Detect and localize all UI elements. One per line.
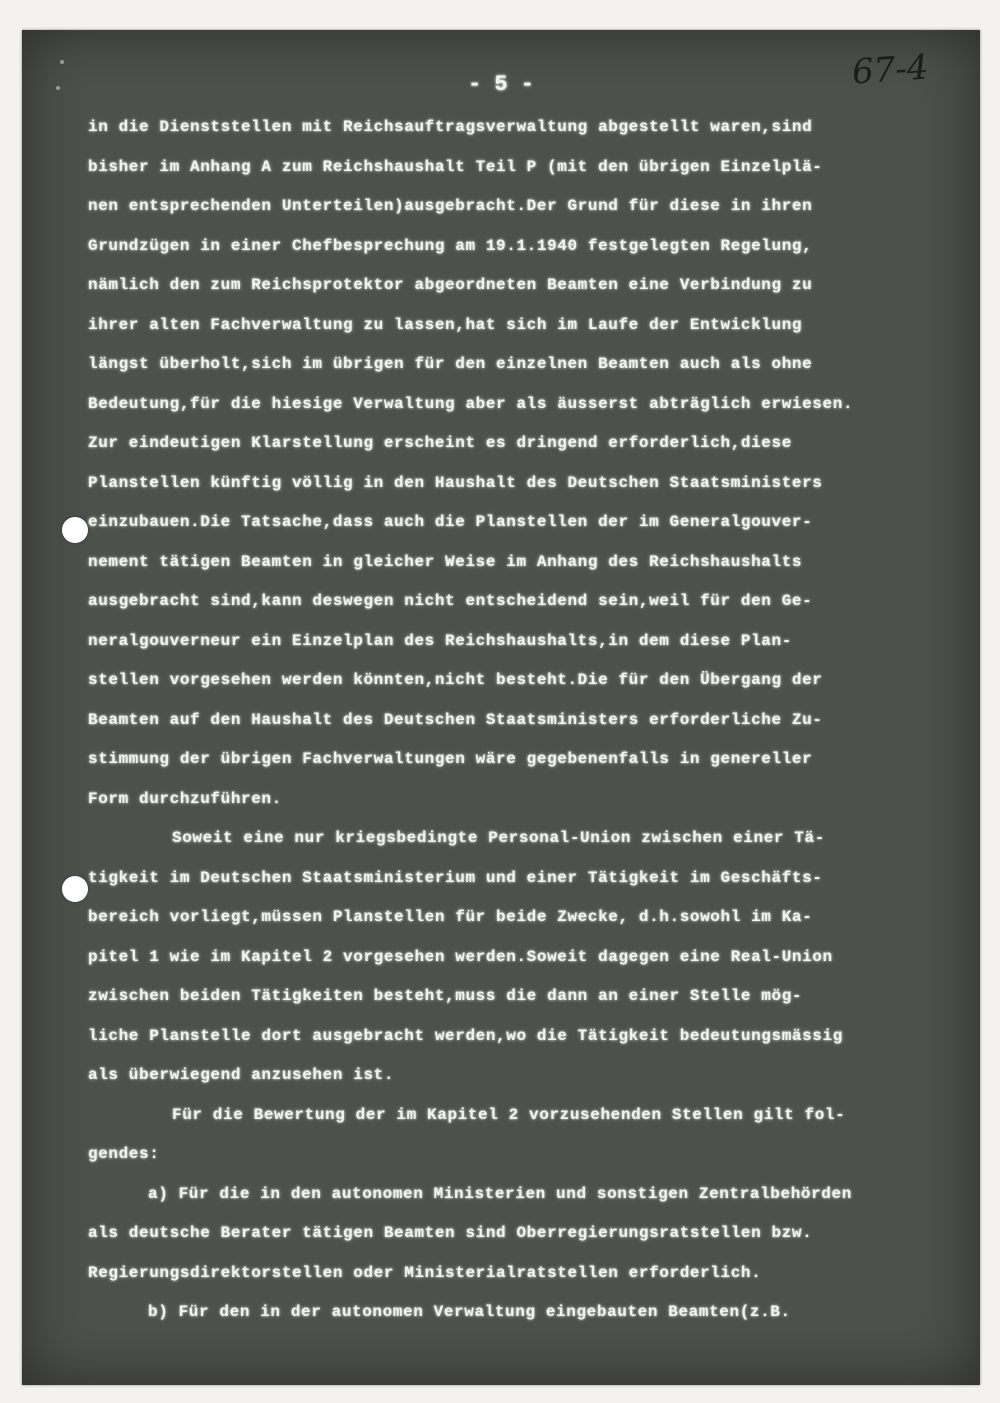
text-line: bereich vorliegt,müssen Planstellen für beide Zwecke, d.h.sowohl im Ka- (88, 908, 813, 926)
text-line: Für die Bewertung der im Kapitel 2 vorzusehenden Stellen gilt fol- (172, 1105, 846, 1124)
paper-speck (56, 86, 60, 90)
paragraph-5 (88, 1293, 968, 1333)
paper-speck (60, 60, 64, 64)
text-line: einzubauen.Die Tatsache,dass auch die Planstellen der im Generalgouver- (88, 513, 813, 531)
punch-hole (62, 517, 88, 543)
text-line: Grundzügen in einer Chefbesprechung am 19.1.1940 festgelegten Regelung, (88, 236, 813, 255)
text-line: bisher im Anhang A zum Reichshaushalt Teil P (mit den übrigen Einzelplä- (88, 157, 823, 176)
text-line: b) Für den in der autonomen Verwaltung eingebauten Beamten(z.B. (148, 1303, 791, 1321)
text-line: als deutsche Berater tätigen Beamten sind Oberregierungsratstellen bzw. (88, 1224, 813, 1242)
body-text (88, 108, 968, 1333)
text-line: a) Für die in den autonomen Ministerien und sonstigen Zentralbehörden (148, 1184, 852, 1203)
text-line: liche Planstelle dort ausgebracht werden,wo die Tätigkeit bedeutungsmässig (88, 1026, 843, 1045)
text-line: neralgouverneur ein Einzelplan des Reichshaushalts,in dem diese Plan- (88, 631, 792, 650)
text-line: Beamten auf den Haushalt des Deutschen Staatsministers erforderliche Zu- (88, 710, 823, 729)
text-line: ihrer alten Fachverwaltung zu lassen,hat sich im Laufe der Entwicklung (88, 315, 803, 334)
text-line: Planstellen künftig völlig in den Haushalt des Deutschen Staatsministers (88, 473, 823, 492)
text-line: stimmung der übrigen Fachverwaltungen wäre gegebenenfalls in genereller (88, 750, 813, 768)
text-line: pitel 1 wie im Kapitel 2 vorgesehen werden.Soweit dagegen eine Real-Union (88, 947, 833, 966)
paragraph-3 (88, 1096, 968, 1175)
text-line: Regierungsdirektorstellen oder Ministerialratstellen erforderlich. (88, 1263, 762, 1282)
text-line: längst überholt,sich im übrigen für den einzelnen Beamten auch als ohne (88, 355, 813, 373)
text-line: tigkeit im Deutschen Staatsministerium und einer Tätigkeit im Geschäfts- (88, 868, 823, 887)
page-number: - 5 - (467, 72, 534, 97)
handwritten-annotation: 67-4 (850, 47, 930, 93)
paragraph-4 (88, 1175, 968, 1294)
typewritten-sheet (22, 30, 980, 1385)
text-line: Soweit eine nur kriegsbedingte Personal-Union zwischen einer Tä- (172, 829, 825, 847)
text-line: Form durchzuführen. (88, 789, 282, 808)
text-line: als überwiegend anzusehen ist. (88, 1066, 395, 1084)
text-line: in die Dienststellen mit Reichsauftragsverwaltung abgestellt waren,sind (88, 118, 813, 136)
text-line: ausgebracht sind,kann deswegen nicht entscheidend sein,weil für den Ge- (88, 592, 813, 610)
text-line: nen entsprechenden Unterteilen)ausgebracht.Der Grund für diese in ihren (88, 197, 813, 215)
paragraph-2 (88, 819, 968, 1096)
text-line: gendes: (88, 1145, 160, 1163)
text-line: stellen vorgesehen werden könnten,nicht besteht.Die für den Übergang der (88, 671, 823, 689)
text-line: nämlich den zum Reichsprotektor abgeordneten Beamten eine Verbindung zu (88, 276, 813, 294)
text-line: nement tätigen Beamten in gleicher Weise im Anhang des Reichshaushalts (88, 552, 803, 571)
paragraph-1 (88, 108, 968, 819)
punch-hole (62, 876, 88, 902)
text-line: Bedeutung,für die hiesige Verwaltung aber als äusserst abträglich erwiesen. (88, 394, 854, 413)
text-line: zwischen beiden Tätigkeiten besteht,muss die dann an einer Stelle mög- (88, 987, 803, 1005)
text-line: Zur eindeutigen Klarstellung erscheint es dringend erforderlich,diese (88, 434, 792, 452)
